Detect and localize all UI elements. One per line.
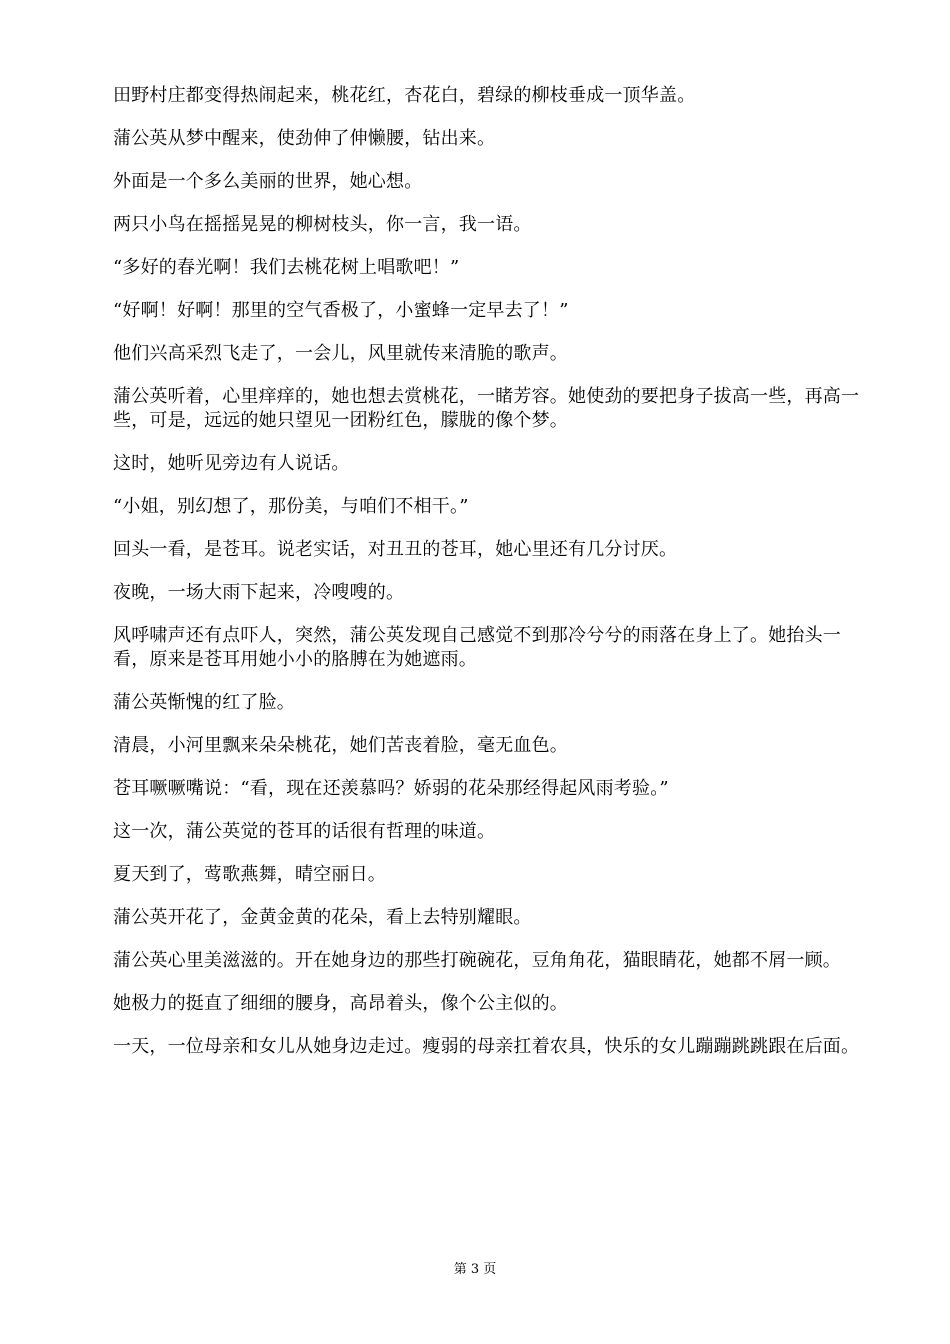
document-body bbox=[113, 84, 863, 1078]
paragraph-1: 田野村庄都变得热闹起来，桃花红，杏花白，碧绿的柳枝垂成一顶华盖。 bbox=[113, 85, 696, 106]
paragraph-15: 清晨，小河里飘来朵朵桃花，她们苦丧着脸，毫无血色。 bbox=[113, 735, 568, 756]
paragraph-9: 这时，她听见旁边有人说话。 bbox=[113, 453, 350, 474]
paragraph-10: “小姐，别幻想了，那份美，与咱们不相干。” bbox=[113, 496, 469, 517]
paragraph-8: 蒲公英听着，心里痒痒的，她也想去赏桃花，一睹芳容。她使劲的要把身子拔高一些，再高一些，可是，远远的她只望见一团粉红色，朦胧的像个梦。 bbox=[113, 386, 860, 431]
paragraph-4: 两只小鸟在摇摇晃晃的柳树枝头，你一言，我一语。 bbox=[113, 214, 532, 235]
paragraph-17: 这一次，蒲公英觉的苍耳的话很有哲理的味道。 bbox=[113, 821, 496, 842]
paragraph-7: 他们兴高采烈飞走了，一会儿，风里就传来清脆的歌声。 bbox=[113, 343, 568, 364]
paragraph-20: 蒲公英心里美滋滋的。开在她身边的那些打碗碗花，豆角角花，猫眼睛花，她都不屑一顾。 bbox=[113, 950, 841, 971]
page-number: 第 3 页 bbox=[453, 1262, 497, 1277]
paragraph-5: “多好的春光啊！我们去桃花树上唱歌吧！” bbox=[113, 257, 460, 278]
paragraph-19: 蒲公英开花了，金黄金黄的花朵，看上去特别耀眼。 bbox=[113, 907, 532, 928]
paragraph-12: 夜晚，一场大雨下起来，冷嗖嗖的。 bbox=[113, 582, 405, 603]
paragraph-2: 蒲公英从梦中醒来，使劲伸了伸懒腰，钻出来。 bbox=[113, 128, 496, 149]
paragraph-18: 夏天到了，莺歌燕舞，晴空丽日。 bbox=[113, 864, 386, 885]
paragraph-11: 回头一看，是苍耳。说老实话，对丑丑的苍耳，她心里还有几分讨厌。 bbox=[113, 539, 678, 560]
paragraph-3: 外面是一个多么美丽的世界，她心想。 bbox=[113, 171, 423, 192]
paragraph-13: 风呼啸声还有点吓人，突然，蒲公英发现自己感觉不到那冷兮兮的雨落在身上了。她抬头一看，原来是苍耳用她小小的胳膊在为她遮雨。 bbox=[113, 625, 841, 670]
paragraph-21: 她极力的挺直了细细的腰身，高昂着头，像个公主似的。 bbox=[113, 993, 568, 1014]
paragraph-16: 苍耳噘噘嘴说：“看，现在还羡慕吗？娇弱的花朵那经得起风雨考验。” bbox=[113, 778, 669, 799]
paragraph-6: “好啊！好啊！那里的空气香极了，小蜜蜂一定早去了！” bbox=[113, 300, 569, 321]
paragraph-14: 蒲公英惭愧的红了脸。 bbox=[113, 692, 295, 713]
paragraph-22: 一天，一位母亲和女儿从她身边走过。瘦弱的母亲扛着农具，快乐的女儿蹦蹦跳跳跟在后面。 bbox=[113, 1036, 860, 1057]
